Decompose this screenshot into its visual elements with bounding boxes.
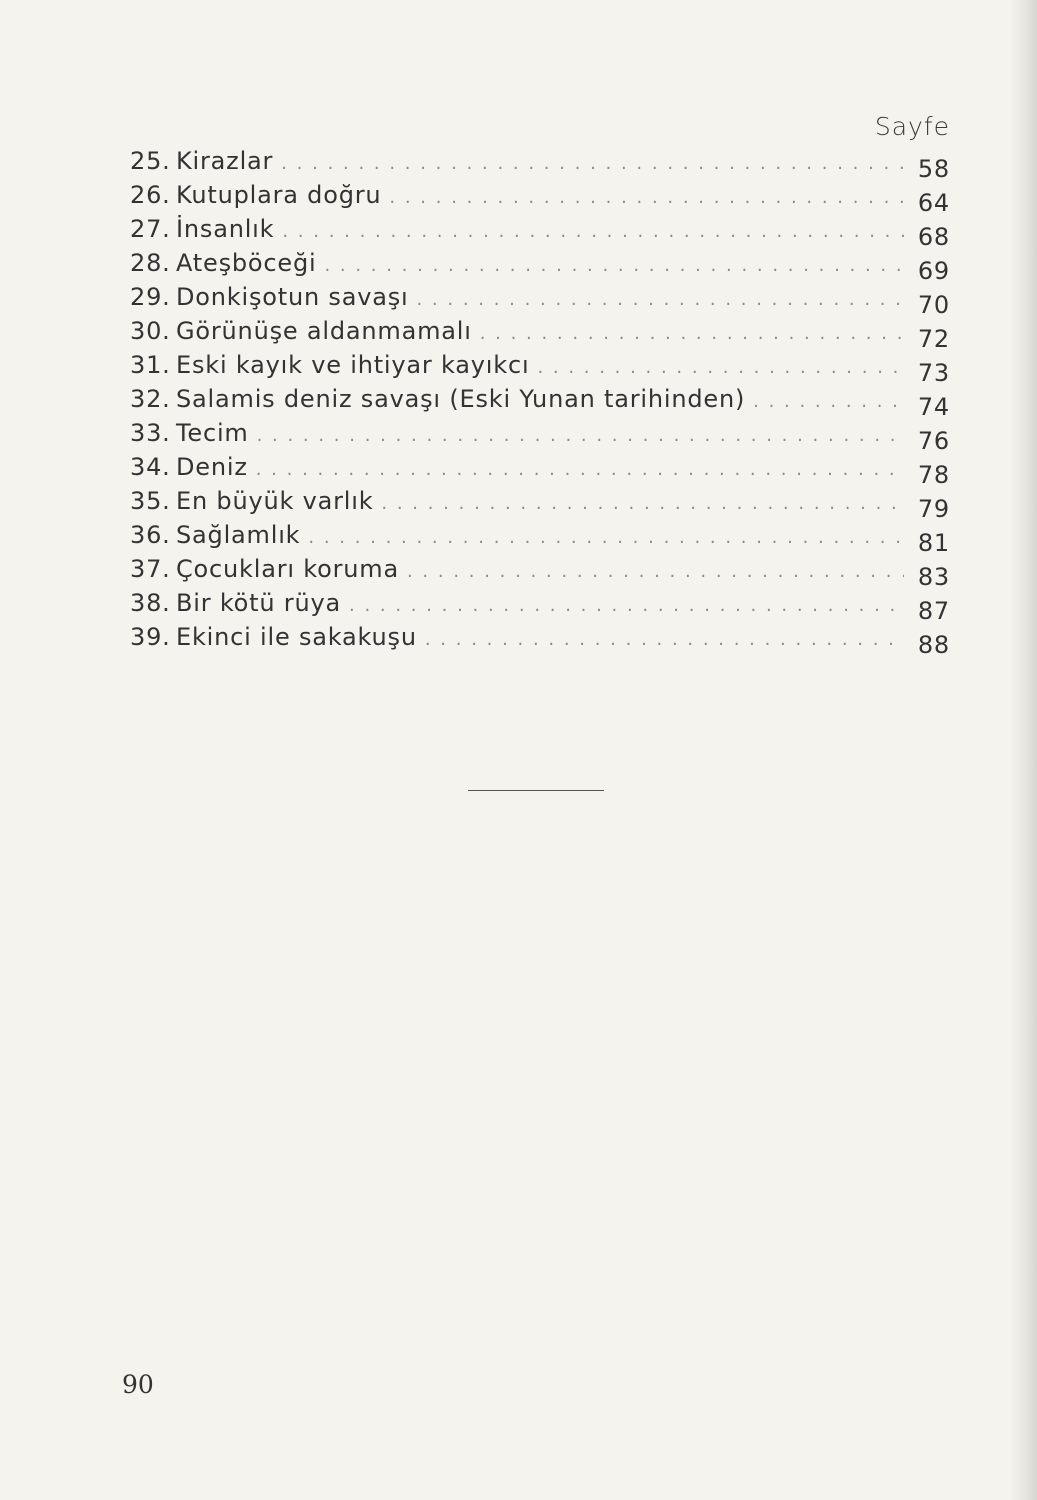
entry-title: İnsanlık: [176, 215, 275, 243]
entry-title: En büyük varlık: [176, 487, 374, 515]
dot-leader: [324, 249, 904, 283]
toc-entry: [130, 280, 950, 319]
entry-page: 70: [917, 291, 950, 319]
entry-title: Ateşböceği: [176, 249, 317, 277]
entry-title: Ekinci ile sakakuşu: [176, 623, 417, 651]
toc-entry: [130, 416, 950, 455]
toc-entry: [130, 484, 950, 523]
toc-entry: [130, 450, 950, 489]
toc-entry: [130, 552, 950, 591]
page-number: 90: [122, 1370, 154, 1399]
entry-page: 76: [917, 427, 950, 455]
dot-leader: [753, 385, 904, 419]
entry-page: 81: [917, 529, 950, 557]
entry-page: 72: [917, 325, 950, 353]
page-edge-shadow: [1009, 0, 1037, 1500]
toc-entry: [130, 246, 950, 285]
entry-page: 78: [917, 461, 950, 489]
entry-number: 35.: [130, 487, 171, 515]
toc-entry: [130, 212, 950, 251]
entry-number: 31.: [130, 351, 171, 379]
entry-page: 58: [917, 155, 950, 183]
entry-number: 30.: [130, 317, 171, 345]
toc-list: [130, 144, 950, 659]
entry-number: 36.: [130, 521, 171, 549]
entry-title: Tecim: [176, 419, 249, 447]
toc-entry: [130, 586, 950, 625]
entry-number: 27.: [130, 215, 171, 243]
entry-number: 28.: [130, 249, 171, 277]
dot-leader: [349, 589, 904, 623]
toc-entry: [130, 178, 950, 217]
entry-number: 26.: [130, 181, 171, 209]
dot-leader: [282, 215, 904, 249]
entry-page: 74: [917, 393, 950, 421]
dot-leader: [537, 351, 904, 385]
dot-leader: [257, 419, 904, 453]
entry-title: Bir kötü rüya: [176, 589, 341, 617]
entry-number: 38.: [130, 589, 171, 617]
entry-page: 68: [917, 223, 950, 251]
toc-entry: [130, 314, 950, 353]
table-of-contents: [130, 110, 950, 659]
entry-title: Eski kayık ve ihtiyar kayıkcı: [176, 351, 530, 379]
dot-leader: [389, 181, 904, 215]
dot-leader: [407, 555, 904, 589]
entry-number: 29.: [130, 283, 171, 311]
page-column-header: Sayfe: [874, 112, 950, 141]
entry-page: 88: [917, 631, 950, 659]
dot-leader: [416, 283, 904, 317]
entry-title: Çocukları koruma: [176, 555, 399, 583]
entry-page: 64: [917, 189, 950, 217]
entry-title: Kutuplara doğru: [176, 181, 382, 209]
entry-number: 39.: [130, 623, 171, 651]
entry-page: 73: [917, 359, 950, 387]
entry-number: 25.: [130, 147, 171, 175]
toc-entry: [130, 144, 950, 183]
toc-entry: [130, 620, 950, 659]
section-divider: [468, 790, 604, 791]
entry-number: 33.: [130, 419, 171, 447]
entry-title: Kirazlar: [176, 147, 274, 175]
entry-title: Donkişotun savaşı: [176, 283, 409, 311]
entry-title: Sağlamlık: [176, 521, 301, 549]
dot-leader: [381, 487, 904, 521]
entry-page: 83: [917, 563, 950, 591]
dot-leader: [425, 623, 904, 657]
entry-page: 87: [917, 597, 950, 625]
dot-leader: [256, 453, 904, 487]
entry-number: 37.: [130, 555, 171, 583]
entry-page: 69: [917, 257, 950, 285]
entry-title: Görünüşe aldanmamalı: [176, 317, 472, 345]
entry-number: 32.: [130, 385, 171, 413]
entry-number: 34.: [130, 453, 171, 481]
entry-title: Deniz: [176, 453, 248, 481]
entry-page: 79: [917, 495, 950, 523]
entry-title: Salamis deniz savaşı (Eski Yunan tarihinden): [176, 385, 746, 413]
dot-leader: [480, 317, 904, 351]
dot-leader: [308, 521, 904, 555]
toc-entry: [130, 518, 950, 557]
toc-entry: [130, 382, 950, 421]
dot-leader: [281, 147, 904, 181]
toc-entry: [130, 348, 950, 387]
